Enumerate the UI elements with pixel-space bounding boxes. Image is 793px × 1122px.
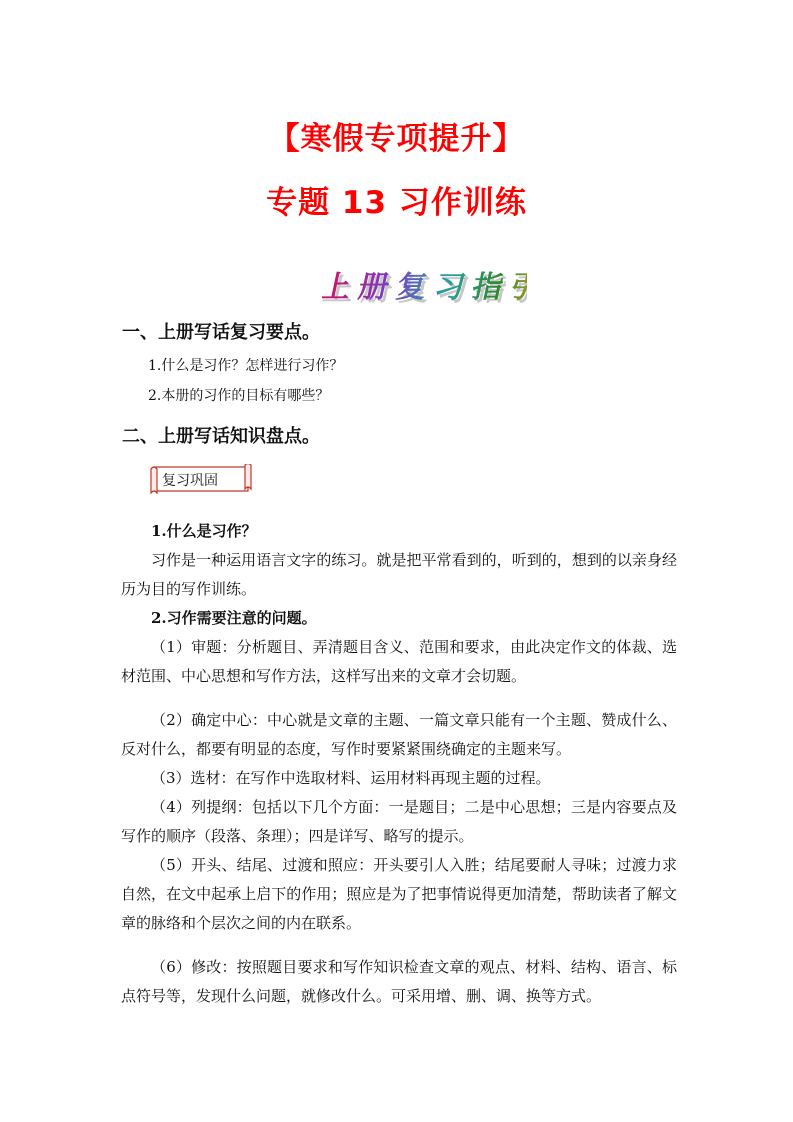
review-question: 2.本册的习作的目标有哪些？ (148, 388, 330, 404)
page-subtitle: 专题 13 习作训练 (266, 185, 527, 221)
subsection-title: 2.习作需要注意的问题。 (151, 609, 317, 627)
point-paragraph: （2）确定中心：中心就是文章的主题、一篇文章只能有一个主题、赞成什么、反对什么，都要有明显的态度，写作时要紧紧围绕确定的主题来写。 (121, 711, 677, 758)
label-text: 复习巩固 (162, 473, 218, 489)
section1-heading: 一、上册写话复习要点。 (122, 322, 320, 343)
subsection-title: 1.什么是习作？ (151, 522, 257, 540)
banner-wordart (322, 263, 527, 305)
banner-text: 上册复习指引 (322, 270, 527, 305)
section2-heading: 二、上册写话知识盘点。 (122, 426, 320, 447)
review-consolidate-label (148, 464, 252, 494)
page-title: 【寒假专项提升】 (268, 121, 525, 157)
point-paragraph: （1）审题：分析题目、弄清题目含义、范围和要求，由此决定作文的体裁、选材范围、中心思想和写作方法，这样写出来的文章才会切题。 (121, 638, 677, 685)
point-paragraph: （6）修改：按照题目要求和写作知识检查文章的观点、材料、结构、语言、标点符号等，发现什么问题，就修改什么。可采用增、删、调、换等方式。 (121, 958, 677, 1005)
point-paragraph: （5）开头、结尾、过渡和照应：开头要引人入胜；结尾要耐人寻味；过渡力求自然，在文中起承上启下的作用；照应是为了把事情说得更加清楚，帮助读者了解文章的脉络和个层次之间的内在联系。 (121, 856, 677, 932)
review-guide-banner (322, 263, 527, 305)
point-paragraph: （3）选材：在写作中选取材料、运用材料再现主题的过程。 (151, 769, 551, 787)
review-question: 1.什么是习作？怎样进行习作？ (148, 358, 344, 374)
paragraph: 习作是一种运用语言文字的练习。就是把平常看到的，听到的，想到的以亲身经历为目的写作训练。 (121, 551, 677, 598)
point-paragraph: （4）列提纲：包括以下几个方面：一是题目；二是中心思想；三是内容要点及写作的顺序（段落、条理）；四是详写、略写的提示。 (121, 798, 677, 845)
banner-shadow-text: 上册复习指引 (322, 273, 527, 305)
